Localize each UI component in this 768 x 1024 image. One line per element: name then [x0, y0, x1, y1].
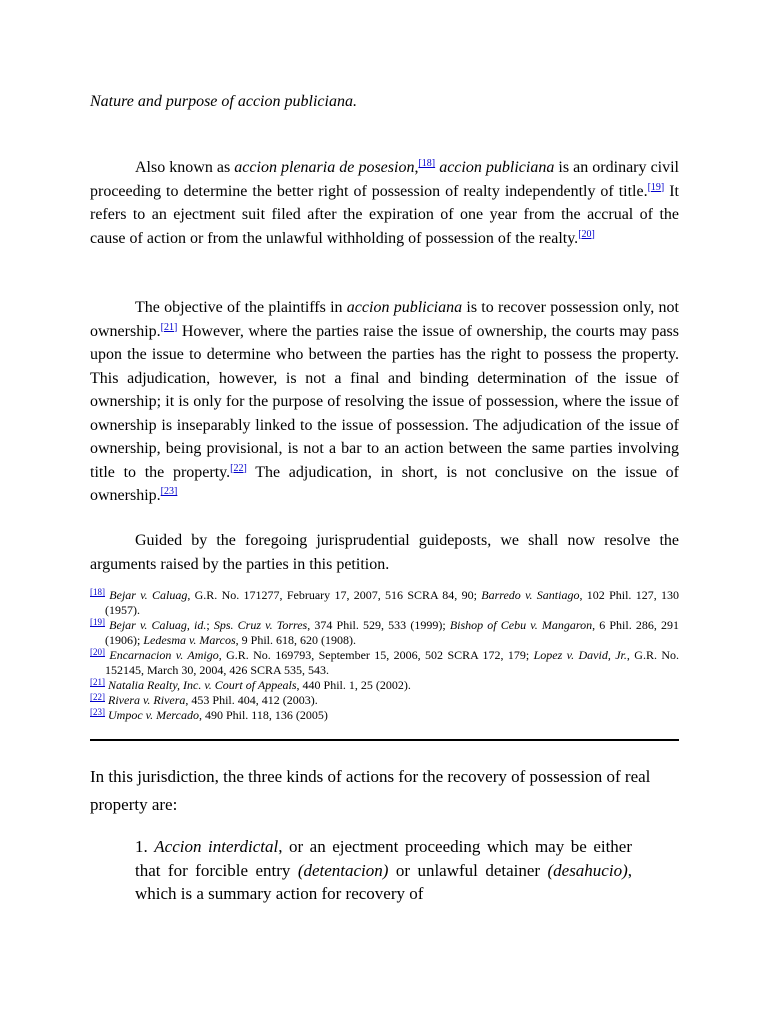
footnote-ref-19[interactable]: [648, 182, 665, 193]
footnote-anchor[interactable]: [23]: [90, 707, 105, 717]
footnote-anchor[interactable]: [18]: [90, 587, 105, 597]
footnote-22: [90, 693, 679, 708]
text-run: is to recover possession only, not ownership.: [90, 299, 680, 340]
citation-text: , G.R. No. 152145, March 30, 2004, 426 SCRA 535, 543.: [105, 648, 679, 677]
text-run: The adjudication, in short, is not conclusive on the issue of ownership.: [90, 463, 680, 504]
paragraph-accion-publiciana-definition: [90, 156, 679, 250]
footnote-link[interactable]: [19]: [647, 181, 665, 193]
text-run: is an ordinary civil proceeding to determine the better right of possession of realty independently of title.: [90, 159, 680, 200]
footnote-19: [90, 618, 679, 648]
italic-term: Accion interdictal: [154, 837, 279, 856]
paragraph-guided: [90, 529, 679, 576]
citation-text: , 9 Phil. 618, 620 (1908).: [235, 633, 356, 647]
section-divider: [90, 739, 679, 741]
section-heading: Nature and purpose of accion publiciana.: [90, 93, 357, 110]
case-name: Umpoc v. Mercado: [108, 708, 199, 722]
citation-text: , 374 Phil. 529, 533 (1999);: [307, 618, 450, 632]
text-run: , or an ejectment proceeding which may be either that for forcible entry: [135, 837, 633, 880]
footnote-anchor[interactable]: [20]: [90, 647, 105, 657]
case-name: Natalia Realty, Inc. v. Court of Appeals: [108, 678, 297, 692]
text-run: However, where the parties raise the issue of ownership, the courts may pass upon the issue to determine who between the parties has the right to possess the property. This adjudication, however, is not a final and binding determination of the issue of ownership; it is only for the purpose of resolving the issue of possession, where the issue of ownership is inseparably linked to the issue of possession. The adjudication of the issue of ownership, being provisional, is not a bar to an action between the same parties involving title to the property.: [90, 322, 679, 481]
footnote-ref-22[interactable]: [230, 463, 247, 474]
list-number: 1.: [135, 837, 155, 856]
case-name: Bishop of Cebu v. Mangaron: [449, 618, 593, 632]
footnote-ref-20[interactable]: [578, 229, 595, 240]
case-name: Bejar v. Caluag, id.: [109, 618, 207, 632]
case-name: Barredo v. Santiago: [481, 588, 580, 602]
citation-text: , G.R. No. 169793, September 15, 2006, 502 SCRA 172, 179;: [218, 648, 534, 662]
footnotes-list: [90, 588, 679, 723]
citation-text: , 453 Phil. 404, 412 (2003).: [185, 693, 318, 707]
citation-text: , G.R. No. 171277, February 17, 2007, 516 SCRA 84, 90;: [187, 588, 482, 602]
text-run: or unlawful detainer: [388, 860, 548, 880]
footnote-ref-23[interactable]: [161, 486, 178, 497]
footnote-link[interactable]: [18]: [418, 158, 436, 169]
list-item-accion-interdictal: [135, 835, 632, 906]
citation-text: , 440 Phil. 1, 25 (2002).: [296, 678, 411, 692]
case-name: Sps. Cruz v. Torres: [213, 618, 308, 632]
case-name: Lopez v. David, Jr.: [533, 648, 627, 662]
text-run: ,: [414, 159, 419, 176]
footnote-link[interactable]: [21]: [160, 321, 178, 333]
citation-text: , 490 Phil. 118, 136 (2005): [198, 708, 328, 722]
paragraph-three-kinds-intro: In this jurisdiction, the three kinds of actions for the recovery of possession of real property are:: [90, 767, 651, 814]
case-name: Bejar v. Caluag: [109, 588, 188, 602]
italic-term: accion publiciana: [346, 299, 463, 316]
footnote-link[interactable]: [22]: [230, 462, 247, 474]
text-run: , which is a summary action for recovery of: [135, 860, 632, 903]
case-name: Ledesma v. Marcos: [143, 633, 236, 647]
footnote-18: [90, 588, 679, 618]
case-name: Rivera v. Rivera: [108, 693, 186, 707]
italic-term: (desahucio): [547, 860, 628, 880]
italic-term: accion plenaria de posesion: [234, 159, 415, 176]
footnote-anchor[interactable]: [22]: [90, 692, 105, 702]
citation-text: , 102 Phil. 127, 130 (1957).: [105, 588, 680, 617]
footnote-21: [90, 678, 679, 693]
footnote-anchor[interactable]: [19]: [90, 617, 105, 627]
footnote-ref-21[interactable]: [161, 322, 178, 333]
footnote-link[interactable]: [23]: [160, 486, 178, 497]
text-run: Also known as: [135, 159, 235, 176]
footnote-20: [90, 648, 679, 678]
paragraph-objective: [90, 296, 679, 508]
footnote-link[interactable]: [20]: [578, 228, 595, 240]
text-run: The objective of the plaintiffs in: [135, 299, 347, 316]
italic-term: (detentacion): [297, 860, 389, 880]
case-name: Encarnacion v. Amigo: [109, 648, 219, 662]
footnote-23: [90, 708, 679, 723]
footnote-anchor[interactable]: [21]: [90, 677, 105, 687]
text-run: Guided by the foregoing jurisprudential guideposts, we shall now resolve the arguments raised by the parties in this petition.: [90, 532, 679, 573]
citation-text: ;: [206, 618, 214, 632]
italic-term: accion publiciana: [439, 159, 555, 176]
text-run: It refers to an ejectment suit filed after the expiration of one year from the accrual of the cause of action or from the unlawful withholding of possession of the realty.: [90, 182, 679, 247]
footnote-ref-18[interactable]: [418, 158, 435, 169]
citation-text: , 6 Phil. 286, 291 (1906);: [105, 618, 680, 647]
